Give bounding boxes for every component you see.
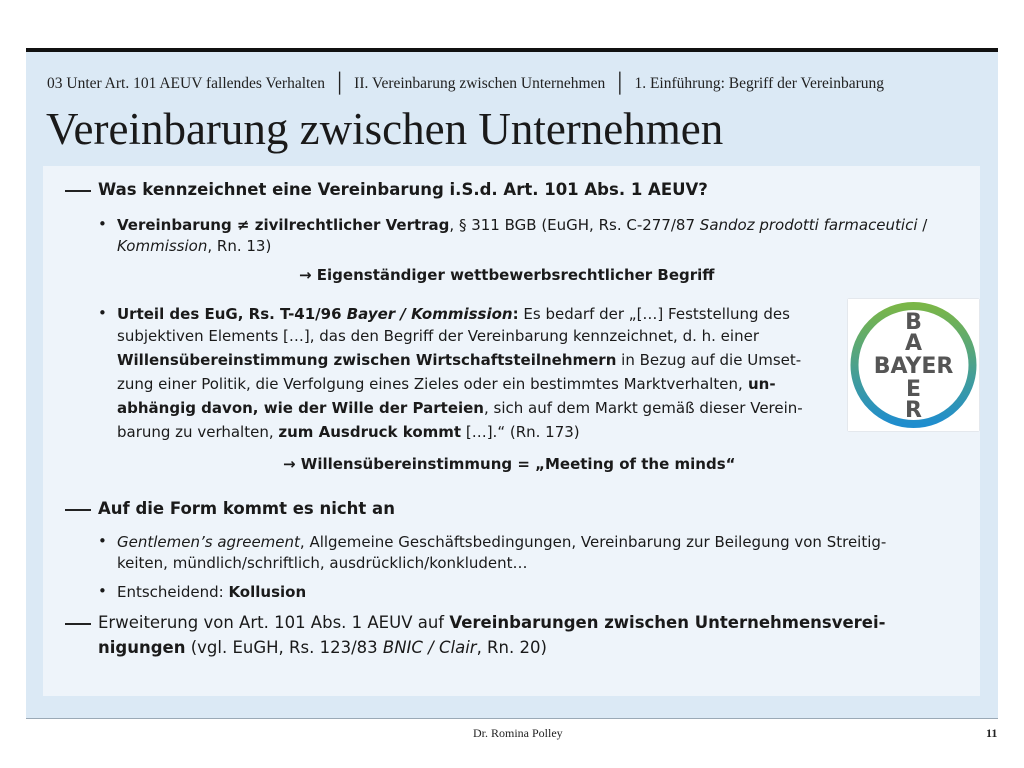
logo-letter: B (905, 310, 922, 335)
bullet-text: Kommission, Rn. 13) (117, 237, 272, 255)
dash-marker (65, 623, 91, 625)
quote-line: abhängig davon, wie der Wille der Parteien, sich auf dem Markt gemäß dieser Verein- (117, 399, 803, 417)
section-text: Erweiterung von Art. 101 Abs. 1 AEUV auf Vereinbarungen zwischen Unternehmensverei- (98, 613, 886, 632)
bottom-rule (26, 718, 998, 719)
bullet-dot: • (98, 532, 107, 550)
quote-line: Urteil des EuG, Rs. T-41/96 Bayer / Kommission: Es bedarf der „[…] Feststellung des (117, 305, 790, 323)
logo-letter: E (905, 377, 922, 402)
breadcrumb-item-chapter: 03 Unter Art. 101 AEUV fallendes Verhalten (47, 75, 325, 92)
section-heading: Auf die Form kommt es nicht an (98, 499, 395, 518)
arrow-conclusion: → Eigenständiger wettbewerbsrechtlicher Begriff (299, 266, 715, 284)
logo-letter: A (904, 331, 923, 356)
dash-marker (65, 509, 91, 511)
breadcrumb-separator: │ (613, 73, 627, 94)
bayer-logo (848, 299, 979, 431)
quote-line: subjektiven Elements […], das den Begriff der Vereinbarung kennzeichnet, d. h. einer (117, 327, 759, 345)
bullet-text: Gentlemen’s agreement, Allgemeine Geschäftsbedingungen, Vereinbarung zur Beilegung von Streitig- (117, 533, 887, 551)
breadcrumb-item-section: II. Vereinbarung zwischen Unternehmen (354, 75, 606, 92)
page-number: 11 (986, 726, 998, 740)
quote-line: Willensübereinstimmung zwischen Wirtschaftsteilnehmern in Bezug auf die Umset- (117, 351, 802, 369)
breadcrumb (47, 72, 992, 94)
page-title: Vereinbarung zwischen Unternehmen (46, 104, 724, 154)
logo-wordmark: BAYER (873, 354, 954, 379)
bullet-dot: • (98, 582, 107, 600)
dash-marker (65, 190, 91, 192)
arrow-conclusion: → Willensübereinstimmung = „Meeting of the minds“ (283, 455, 736, 473)
section-text: nigungen (vgl. EuGH, Rs. 123/83 BNIC / Clair, Rn. 20) (98, 638, 547, 657)
breadcrumb-separator: │ (332, 73, 347, 94)
footer-author: Dr. Romina Polley (473, 726, 563, 740)
section-heading: Was kennzeichnet eine Vereinbarung i.S.d. Art. 101 Abs. 1 AEUV? (98, 180, 708, 199)
quote-line: zung einer Politik, die Verfolgung eines Zieles oder ein bestimmtes Marktverhalten, un- (117, 375, 776, 393)
bullet-dot: • (98, 304, 107, 322)
bullet-text: Entscheidend: Kollusion (117, 583, 307, 601)
quote-line: barung zu verhalten, zum Ausdruck kommt […].“ (Rn. 173) (117, 423, 580, 441)
bullet-text: keiten, mündlich/schriftlich, ausdrücklich/konkludent… (117, 554, 528, 572)
bullet-dot: • (98, 215, 107, 233)
bayer-cross-icon (848, 299, 979, 431)
breadcrumb-item-subsection: 1. Einführung: Begriff der Vereinbarung (634, 75, 884, 92)
bullet-text: Vereinbarung ≠ zivilrechtlicher Vertrag, § 311 BGB (EuGH, Rs. C-277/87 Sandoz prodotti farmaceutici / (117, 216, 928, 234)
logo-letter: R (905, 398, 922, 423)
